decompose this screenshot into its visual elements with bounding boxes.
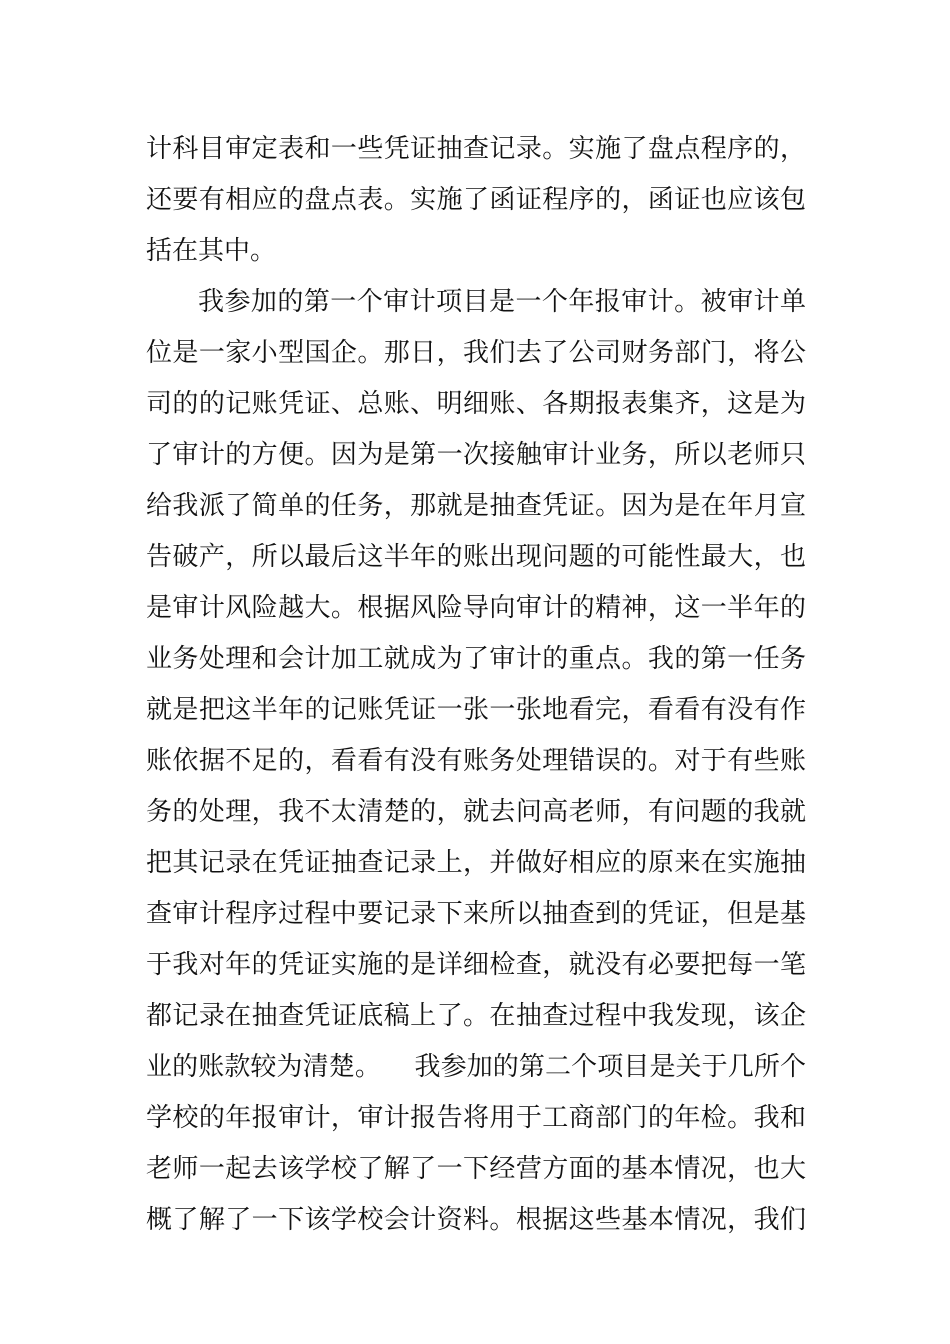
text-line: 告破产，所以最后这半年的账出现问题的可能性最大，也: [146, 542, 806, 572]
text-line: 把其记录在凭证抽查记录上，并做好相应的原来在实施抽: [146, 848, 806, 878]
text-line: 务的处理，我不太清楚的，就去问高老师，有问题的我就: [146, 797, 806, 827]
text-line: 是审计风险越大。根据风险导向审计的精神，这一半年的: [146, 593, 806, 623]
text-line: 了审计的方便。因为是第一次接触审计业务，所以老师只: [146, 440, 806, 470]
text-line: 学校的年报审计，审计报告将用于工商部门的年检。我和: [146, 1103, 806, 1133]
text-line: 司的的记账凭证、总账、明细账、各期报表集齐，这是为: [146, 389, 806, 419]
text-line: 账依据不足的，看看有没有账务处理错误的。对于有些账: [146, 746, 806, 776]
text-line: 都记录在抽查凭证底稿上了。在抽查过程中我发现，该企: [146, 1001, 806, 1031]
text-line: 查审计程序过程中要记录下来所以抽查到的凭证，但是基: [146, 899, 806, 929]
text-line: 还要有相应的盘点表。实施了函证程序的，函证也应该包: [146, 185, 806, 215]
document-body: [146, 124, 806, 1246]
text-line: 业务处理和会计加工就成为了审计的重点。我的第一任务: [146, 644, 806, 674]
text-line: 计科目审定表和一些凭证抽查记录。实施了盘点程序的，: [146, 134, 806, 164]
text-line: 概了解了一下该学校会计资料。根据这些基本情况，我们: [146, 1205, 806, 1235]
text-line: 业的账款较为清楚。 我参加的第二个项目是关于几所个: [146, 1052, 806, 1082]
text-line: 位是一家小型国企。那日，我们去了公司财务部门，将公: [146, 338, 806, 368]
text-line: 括在其中。: [146, 236, 277, 266]
paragraph-first-line: 我参加的第一个审计项目是一个年报审计。被审计单: [198, 287, 806, 317]
text-line: 于我对年的凭证实施的是详细检查，就没有必要把每一笔: [146, 950, 806, 980]
text-line: 就是把这半年的记账凭证一张一张地看完，看看有没有作: [146, 695, 806, 725]
text-line: 老师一起去该学校了解了一下经营方面的基本情况，也大: [146, 1154, 806, 1184]
text-line: 给我派了简单的任务，那就是抽查凭证。因为是在年月宣: [146, 491, 806, 521]
